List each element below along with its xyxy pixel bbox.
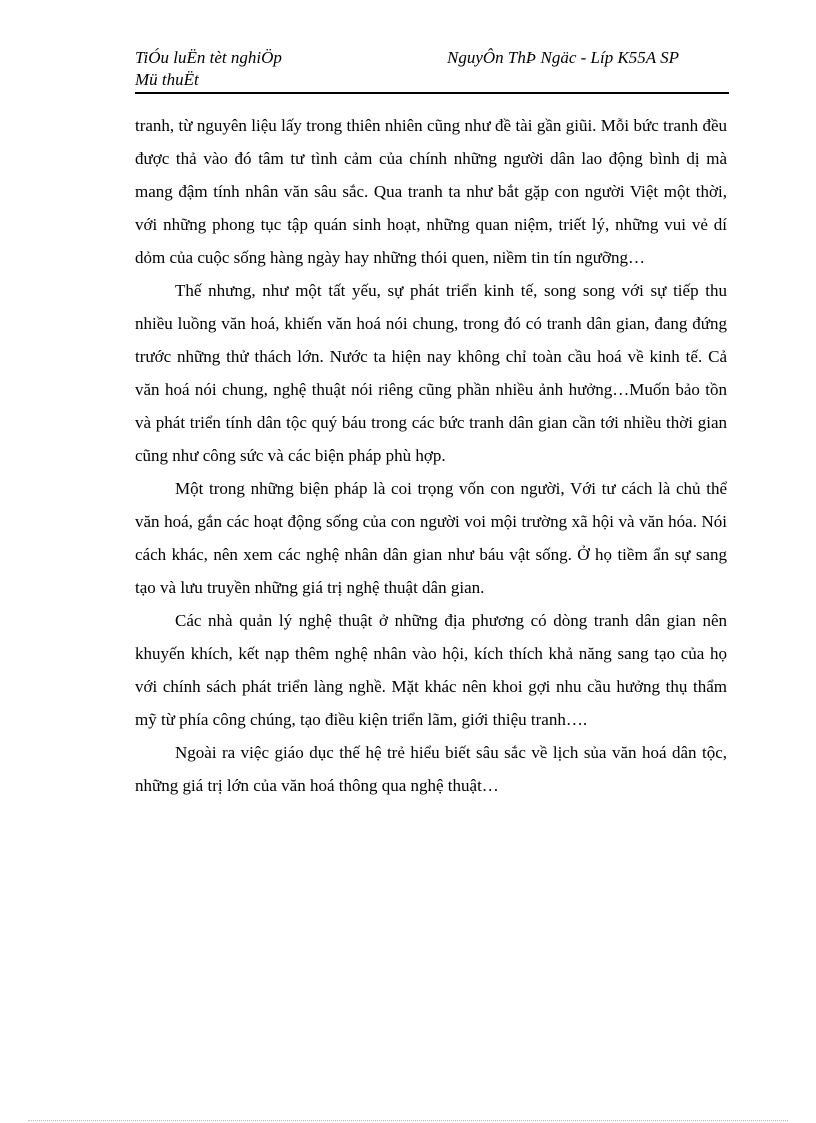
paragraph-5: Ngoài ra việc giáo dục thế hệ trẻ hiểu biết sâu sắc về lịch sủa văn hoá dân tộc, những giá trị lớn của văn hoá thông qua nghệ thuật…: [135, 743, 727, 795]
page-bottom-divider: [28, 1120, 788, 1121]
paragraph-1: tranh, từ nguyên liệu lấy trong thiên nhiên cũng như đề tài gần giũi. Mỗi bức tranh đều được thả vào đó tâm tư tình cảm của chính những người dân lao động bình dị mà mang đậm tính nhân văn sâu sắc. Qua tranh ta như bắt gặp con người Việt một thời, với những phong tục tập quán sinh hoạt, những quan niệm, triết lý, những vui vẻ dí dỏm của cuộc sống hàng ngày hay những thói quen, niềm tin tín ngưỡng…: [135, 116, 727, 267]
page-body: [135, 109, 727, 802]
paragraph-3: Một trong những biện pháp là coi trọng vốn con người, Với tư cách là chủ thể văn hoá, gắn các hoạt động sống của con người voi mội trường xã hội và văn hóa. Nói cách khác, nên xem các nghệ nhân dân gian như báu vật sống. Ở họ tiềm ẩn sự sang tạo và lưu truyền những giá trị nghệ thuật dân gian.: [135, 479, 727, 597]
document-title: TiÓu luËn tèt nghiÖp: [135, 48, 282, 67]
header-rule: [135, 92, 729, 94]
document-subject: Mü thuËt: [135, 70, 199, 89]
paragraph-2: Thế nhưng, như một tất yếu, sự phát triển kinh tế, song song với sự tiếp thu nhiều luồng văn hoá, khiến văn hoá nói chung, trong đó có tranh dân gian, đang đứng trước những thử thách lớn. Nước ta hiện nay không chỉ toàn cầu hoá về kinh tế. Cả văn hoá nói chung, nghệ thuật nói riêng cũng phần nhiều ảnh hưởng…Muốn bảo tồn và phát triển tính dân tộc quý báu trong các bức tranh dân gian cần tới nhiều thời gian cũng như công sức và các biện pháp phù hợp.: [135, 281, 727, 465]
paragraph-4: Các nhà quản lý nghệ thuật ở những địa phương có dòng tranh dân gian nên khuyến khích, kết nạp thêm nghệ nhân vào hội, kích thích khả năng sang tạo của họ với chính sách phát triển làng nghề. Mặt khác nên khoi gợi nhu cầu hưởng thụ thẩm mỹ từ phía công chúng, tạo điều kiện triển lãm, giới thiệu tranh….: [135, 611, 727, 729]
author-class: NguyÔn ThÞ Ngäc - Líp K55A SP: [447, 48, 680, 67]
